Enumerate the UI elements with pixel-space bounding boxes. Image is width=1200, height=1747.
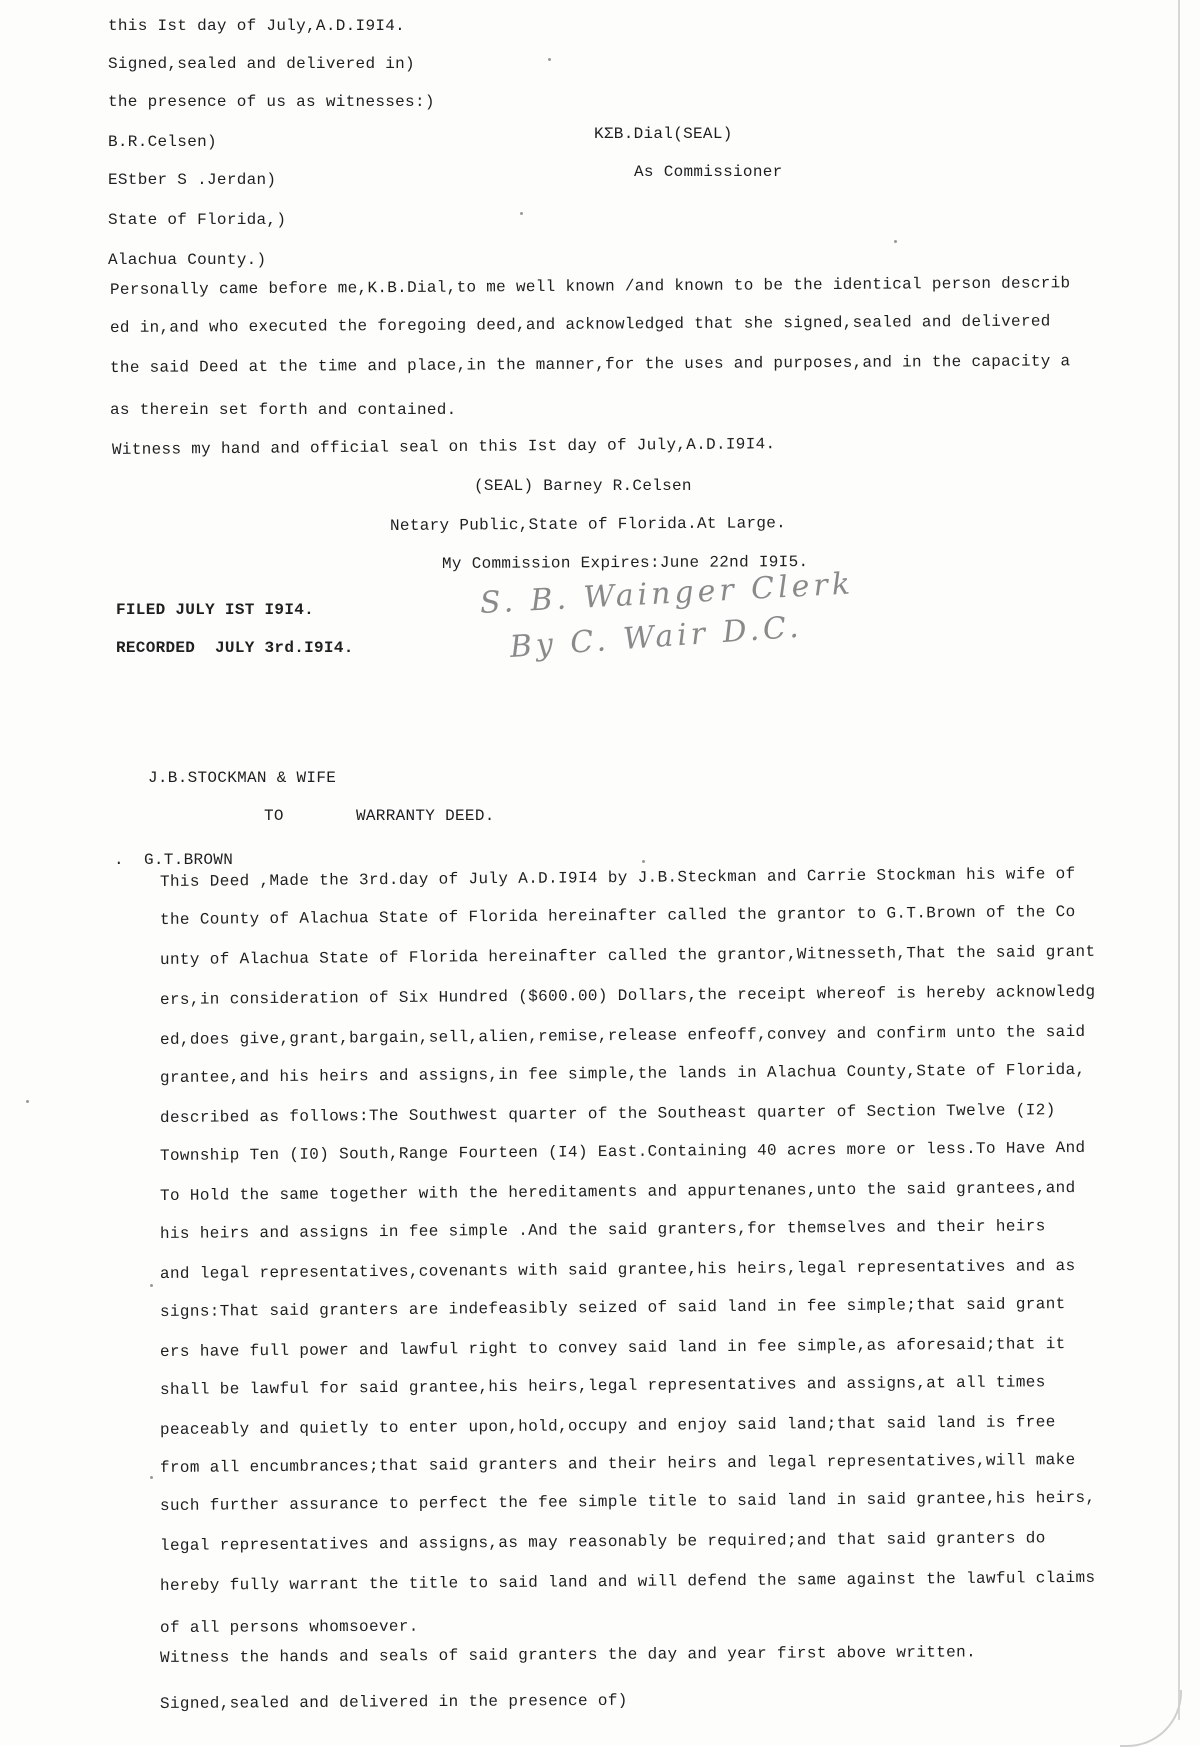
deed-body-line-11: and legal representatives,covenants with said grantee,his heirs,legal representatives and as: [159, 1257, 1076, 1283]
notary-title: Netary Public,State of Florida.At Large.: [389, 514, 787, 535]
date-line: this Ist day of July,A.D.I9I4.: [108, 17, 406, 35]
witness-name-2: EStber S .Jerdan): [108, 171, 277, 189]
deed-grantee: G.T.BROWN: [144, 851, 234, 869]
scan-speck: [642, 860, 645, 863]
deed-body-line-4: ers,in consideration of Six Hundred ($600.00) Dollars,the receipt whereof is hereby acknowledg: [159, 982, 1096, 1009]
deed-body-line-9: To Hold the same together with the hereditaments and appurtenanes,unto the said grantees,and: [159, 1179, 1076, 1205]
acknowledgment-line-2: ed in,and who executed the foregoing deed,and acknowledged that she signed,sealed and delivered: [109, 312, 1051, 337]
deed-body-line-3: unty of Alachua State of Florida hereinafter called the grantor,Witnesseth,That the said grant: [159, 942, 1096, 969]
closing-witness-line: Witness the hands and seals of said granters the day and year first above written.: [159, 1643, 977, 1667]
deed-parties: J.B.STOCKMAN & WIFE: [148, 769, 337, 787]
deed-title: WARRANTY DEED.: [356, 807, 495, 825]
page-corner-curl: [1120, 1690, 1182, 1747]
deed-body-line-5: ed,does give,grant,bargain,sell,alien,remise,release enfeoff,convey and confirm unto the said: [159, 1022, 1086, 1049]
scan-speck: [150, 1476, 153, 1479]
state-line: State of Florida,): [108, 211, 287, 229]
acknowledgment-line-1: Personally came before me,K.B.Dial,to me well known /and known to be the identical person describ: [109, 274, 1071, 299]
closing-signed-line: Signed,sealed and delivered in the presence of): [159, 1691, 628, 1713]
notary-witness-line: Witness my hand and official seal on this Ist day of July,A.D.I9I4.: [111, 435, 776, 459]
scan-speck: [520, 212, 523, 215]
scan-speck: [26, 1100, 29, 1103]
presence-line: the presence of us as witnesses:): [108, 93, 435, 111]
county-line: Alachua County.): [108, 251, 267, 269]
recorded-stamp: RECORDED JULY 3rd.I9I4.: [116, 639, 354, 657]
commissioner-signature: KΣB.Dial(SEAL): [594, 125, 733, 143]
grantee-bullet: .: [114, 851, 124, 869]
scan-speck: [150, 1284, 153, 1287]
acknowledgment-line-3: the said Deed at the time and place,in the manner,for the uses and purposes,and in the capacity a: [109, 352, 1071, 377]
page-edge: [1178, 0, 1180, 1720]
clerk-signature: S. B. Wainger Clerk: [479, 566, 855, 621]
deed-body-line-19: hereby fully warrant the title to said land and will defend the same against the lawful claims: [159, 1568, 1096, 1595]
deed-body-line-6: grantee,and his heirs and assigns,in fee simple,the lands in Alachua County,State of Florida,: [159, 1060, 1086, 1087]
deed-body-line-16: from all encumbrances;that said granters and their heirs and legal representatives,will make: [159, 1451, 1076, 1477]
deed-body-line-2: the County of Alachua State of Florida hereinafter called the grantor to G.T.Brown of the Co: [159, 903, 1076, 929]
deed-body-line-13: ers have full power and lawful right to convey said land in fee simple,as aforesaid;that it: [159, 1335, 1066, 1361]
scan-speck: [894, 240, 897, 243]
deed-body-line-17: such further assurance to perfect the fee simple title to said land in said grantee,his heirs,: [159, 1488, 1096, 1515]
deputy-clerk-signature: By C. Wair D.C.: [508, 609, 804, 665]
deed-body-line-8: Township Ten (I0) South,Range Fourteen (I4) East.Containing 40 acres more or less.To Have And: [159, 1138, 1086, 1165]
notary-name: (SEAL) Barney R.Celsen: [474, 477, 692, 495]
deed-body-line-1: This Deed ,Made the 3rd.day of July A.D.I9I4 by J.B.Steckman and Carrie Stockman his wife of: [159, 865, 1076, 891]
filed-stamp: FILED JULY IST I9I4.: [116, 601, 315, 619]
deed-to: TO: [264, 807, 284, 825]
commission-expiry: My Commission Expires:June 22nd I9I5.: [441, 553, 809, 573]
deed-body-line-12: signs:That said granters are indefeasibly seized of said land in fee simple;that said grant: [159, 1295, 1066, 1321]
signed-line: Signed,sealed and delivered in): [108, 55, 415, 73]
deed-body-line-7: described as follows:The Southwest quarter of the Southeast quarter of Section Twelve (I2): [159, 1101, 1056, 1127]
deed-body-line-20: of all persons whomsoever.: [159, 1617, 419, 1637]
scan-speck: [548, 58, 551, 61]
commissioner-title: As Commissioner: [634, 163, 783, 181]
deed-body-line-18: legal representatives and assigns,as may reasonably be required;and that said granters do: [159, 1529, 1046, 1555]
acknowledgment-line-4: as therein set forth and contained.: [110, 401, 457, 419]
deed-body-line-15: peaceably and quietly to enter upon,hold,occupy and enjoy said land;that said land is free: [159, 1413, 1056, 1439]
witness-name-1: B.R.Celsen): [108, 133, 217, 151]
deed-body-line-10: his heirs and assigns in fee simple .And the said granters,for themselves and their heirs: [159, 1217, 1046, 1243]
deed-body-line-14: shall be lawful for said grantee,his heirs,legal representatives and assigns,at all times: [159, 1373, 1046, 1399]
